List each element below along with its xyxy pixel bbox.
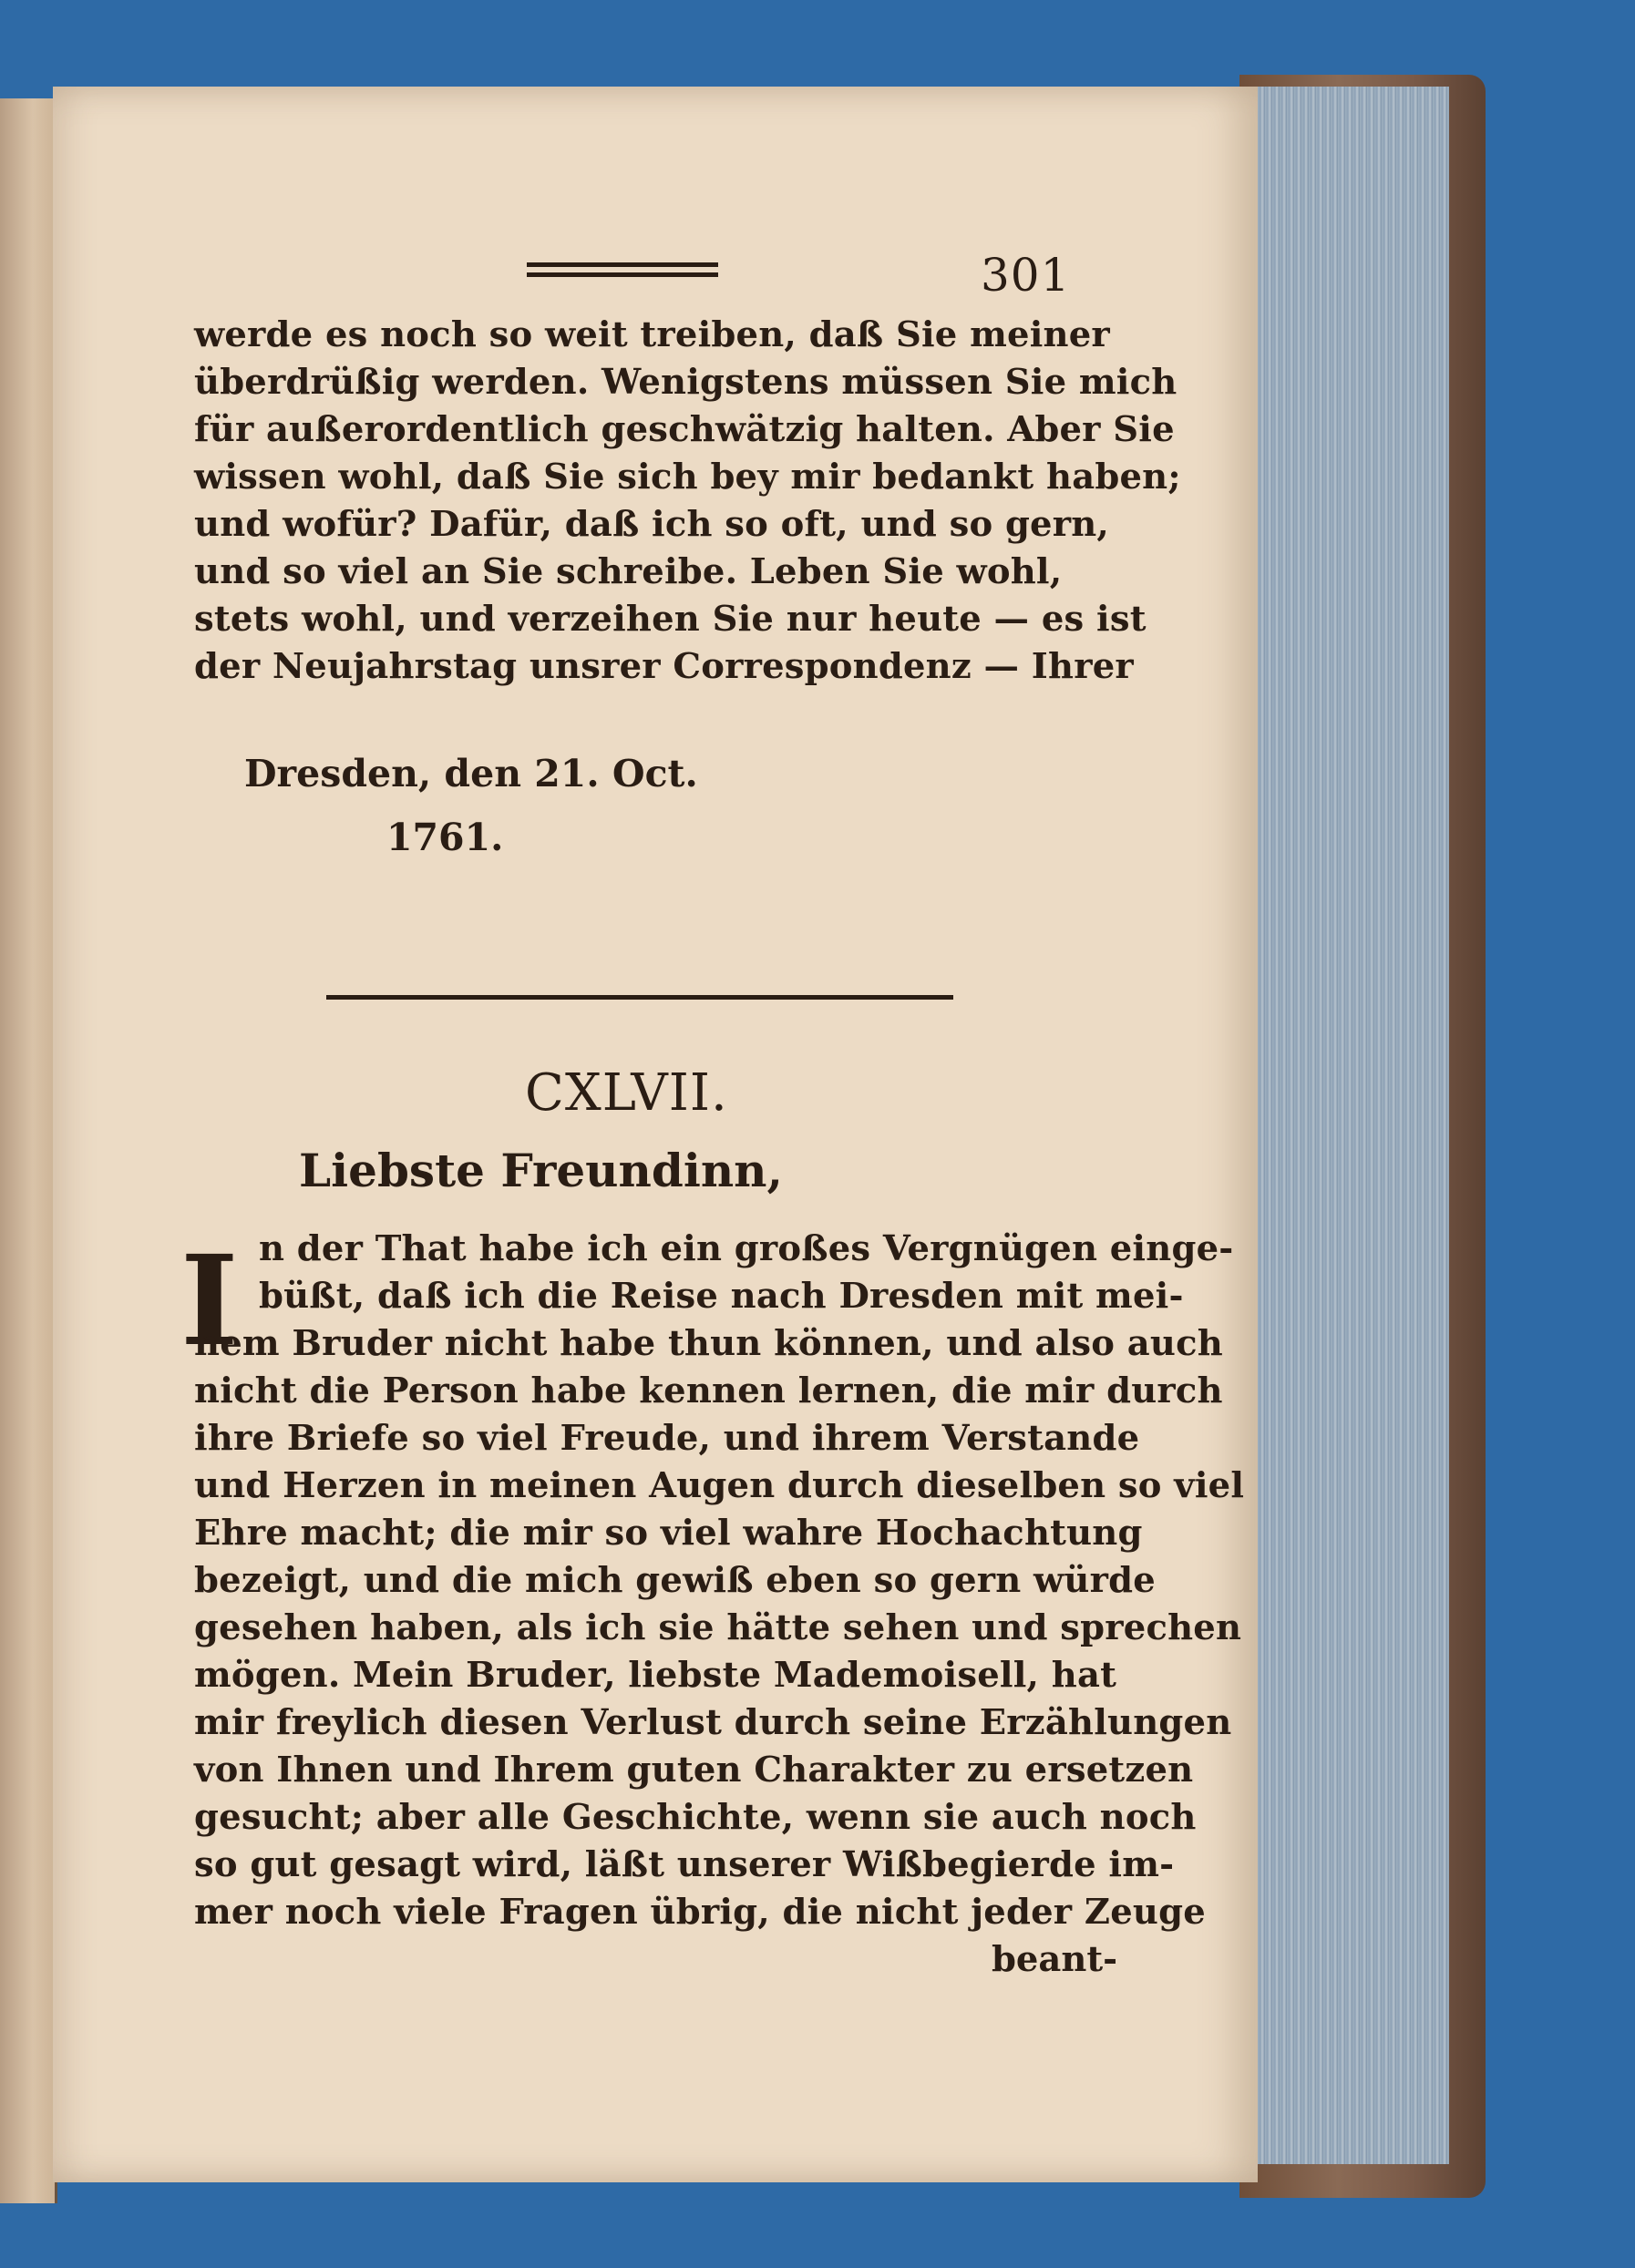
text-line: und so viel an Sie schreibe. Leben Sie wohl,	[194, 551, 1063, 592]
text-line: n der That habe ich ein großes Vergnügen einge-	[259, 1228, 1234, 1269]
text-line: wissen wohl, daß Sie sich bey mir bedankt haben;	[194, 457, 1181, 498]
closing-place-date: Dresden, den 21. Oct.	[244, 752, 698, 795]
text-line: von Ihnen und Ihrem guten Charakter zu ersetzen	[194, 1750, 1194, 1791]
text-line: werde es noch so weit treiben, daß Sie meiner	[194, 314, 1110, 355]
text-line: mer noch viele Fragen übrig, die nicht jeder Zeuge	[194, 1892, 1206, 1933]
text-line: nem Bruder nicht habe thun können, und also auch	[194, 1323, 1223, 1364]
text-line: bezeigt, und die mich gewiß eben so gern würde	[194, 1560, 1156, 1601]
text-line: gesehen haben, als ich sie hätte sehen und sprechen	[194, 1607, 1242, 1648]
left-page-edge	[0, 98, 57, 2203]
text-line: mir freylich diesen Verlust durch seine Erzählungen	[194, 1702, 1232, 1743]
page-number: 301	[981, 249, 1071, 302]
page-edges	[1256, 87, 1449, 2164]
text-line: ihre Briefe so viel Freude, und ihrem Verstande	[194, 1418, 1140, 1459]
text-line: und Herzen in meinen Augen durch dieselben so viel	[194, 1465, 1245, 1506]
salutation: Liebste Freundinn,	[299, 1144, 783, 1197]
letter-number: CXLVII.	[525, 1063, 728, 1123]
text-line: nicht die Person habe kennen lernen, die mir durch	[194, 1370, 1223, 1411]
text-line: gesucht; aber alle Geschichte, wenn sie auch noch	[194, 1797, 1197, 1838]
text-line: für außerordentlich geschwätzig halten. Aber Sie	[194, 409, 1175, 450]
catchword: beant-	[992, 1939, 1118, 1980]
text-line: büßt, daß ich die Reise nach Dresden mit mei-	[259, 1276, 1184, 1317]
book-page	[53, 87, 1258, 2182]
text-line: stets wohl, und verzeihen Sie nur heute — es ist	[194, 599, 1147, 640]
text-line: so gut gesagt wird, läßt unserer Wißbegierde im-	[194, 1844, 1175, 1885]
text-line: und wofür? Dafür, daß ich so oft, und so gern,	[194, 504, 1110, 545]
text-line: der Neujahrstag unsrer Correspondenz — Ihrer	[194, 646, 1134, 687]
drop-cap: I	[180, 1228, 239, 1374]
closing-year: 1761.	[386, 816, 504, 859]
section-divider	[326, 995, 953, 1000]
text-line: Ehre macht; die mir so viel wahre Hochachtung	[194, 1513, 1143, 1554]
text-line: mögen. Mein Bruder, liebste Mademoisell, hat	[194, 1655, 1117, 1696]
header-rule	[527, 262, 718, 277]
text-line: überdrüßig werden. Wenigstens müssen Sie mich	[194, 362, 1177, 403]
